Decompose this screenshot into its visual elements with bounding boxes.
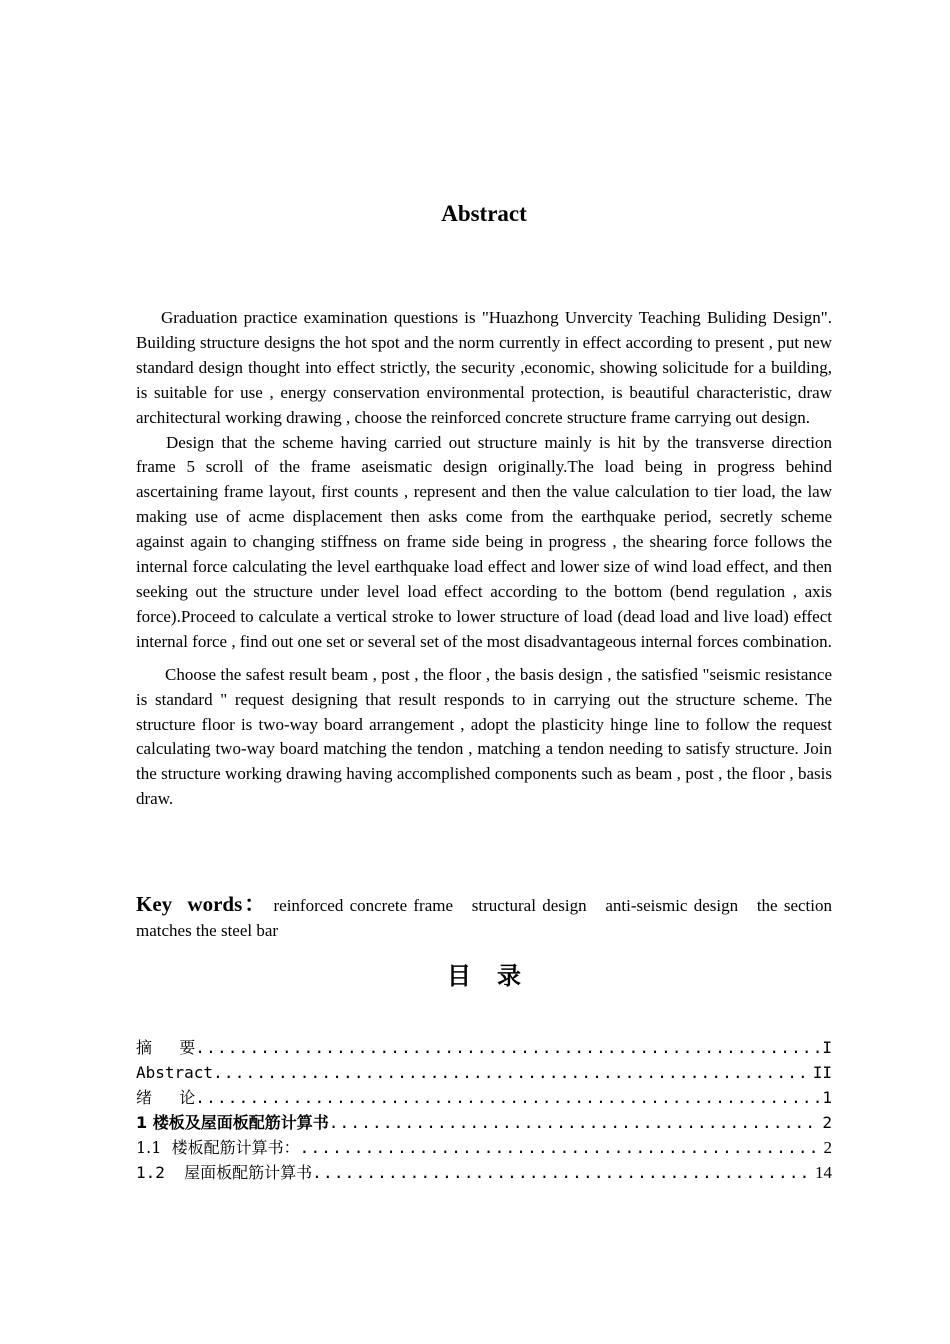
- toc-entry[interactable]: [136, 1160, 832, 1185]
- toc-entry[interactable]: [136, 1085, 832, 1110]
- toc-entry-label: 1 楼板及屋面板配筋计算书: [136, 1113, 329, 1132]
- toc-entry-label: 1.2 屋面板配筋计算书: [136, 1163, 313, 1182]
- toc-entry-page: 2: [823, 1138, 832, 1157]
- toc-entry[interactable]: [136, 1110, 832, 1135]
- toc-entry[interactable]: [136, 1135, 832, 1160]
- toc-entry-page: 2: [822, 1113, 832, 1132]
- toc-entry-label: 1.1 楼板配筋计算书：: [136, 1138, 300, 1157]
- keywords: [136, 892, 837, 943]
- toc-leader-dots: [312, 1160, 813, 1185]
- abstract-title: Abstract: [441, 201, 527, 226]
- table-of-contents: [136, 1035, 832, 1185]
- toc-entry[interactable]: [136, 1060, 832, 1085]
- abstract-paragraph-3: Choose the safest result beam , post , the floor , the basis design , the satisfied "seismic resistance is standard " request designing that result responds to in carrying out the structure scheme. The structure floor is two-way board arrangement , adopt the plasticity hinge line to follow the request calculating two-way board matching the tendon , matching a tendon needing to satisfy structure. Join the structure working drawing having accomplished components such as beam , post , the floor , basis draw.: [136, 664, 832, 809]
- toc-leader-dots: [195, 1085, 820, 1110]
- keywords-label: Key words：: [136, 892, 268, 916]
- keywords-text: reinforced concrete frame structural design anti-seismic design the section matches the steel bar: [136, 896, 837, 940]
- toc-leader-dots: [300, 1135, 822, 1160]
- toc-entry-page: I: [822, 1038, 832, 1057]
- toc-title: 目录: [447, 962, 547, 990]
- abstract-paragraph-1: Graduation practice examination questions is "Huazhong Unvercity Teaching Buliding Design". Building structure designs the hot spot and the norm currently in effect according to present , put new standard design thought into effect strictly, the security ,economic, showing solicitude for a building, is suitable for use , energy conservation environmental protection, is beautiful characteristic, draw architectural working drawing , choose the reinforced concrete structure frame carrying out design.: [136, 308, 832, 427]
- abstract-paragraph-2: Design that the scheme having carried out structure mainly is hit by the transverse direction frame 5 scroll of the frame aseismatic design originally.The load being in progress behind ascertaining frame layout, first counts , represent and then the value calculation to tier load, the law making use of acme displacement then asks come from the earthquake period, secretly scheme against again to changing stiffness on frame side being in progress , the shearing force follows the internal force calculating the level earthquake load effect and lower size of wind load effect, and then seeking out the structure under level load effect according to the bottom (bend regulation , axis force).Proceed to calculate a vertical stroke to lower structure of load (dead load and live load) effect internal force , find out one set or several set of the most disadvantageous internal forces combination.: [136, 432, 832, 651]
- toc-entry-label: 摘 要: [136, 1038, 196, 1057]
- abstract-body: [136, 306, 832, 812]
- toc-leader-dots: [195, 1035, 820, 1060]
- toc-entry-label: Abstract: [136, 1063, 214, 1082]
- toc-entry-page: II: [812, 1063, 832, 1082]
- toc-leader-dots: [213, 1060, 811, 1085]
- toc-leader-dots: [329, 1110, 821, 1135]
- toc-entry-page: 1: [822, 1088, 832, 1107]
- toc-entry-label: 绪 论: [136, 1088, 196, 1107]
- toc-entry-page: 14: [815, 1163, 832, 1182]
- toc-entry[interactable]: [136, 1035, 832, 1060]
